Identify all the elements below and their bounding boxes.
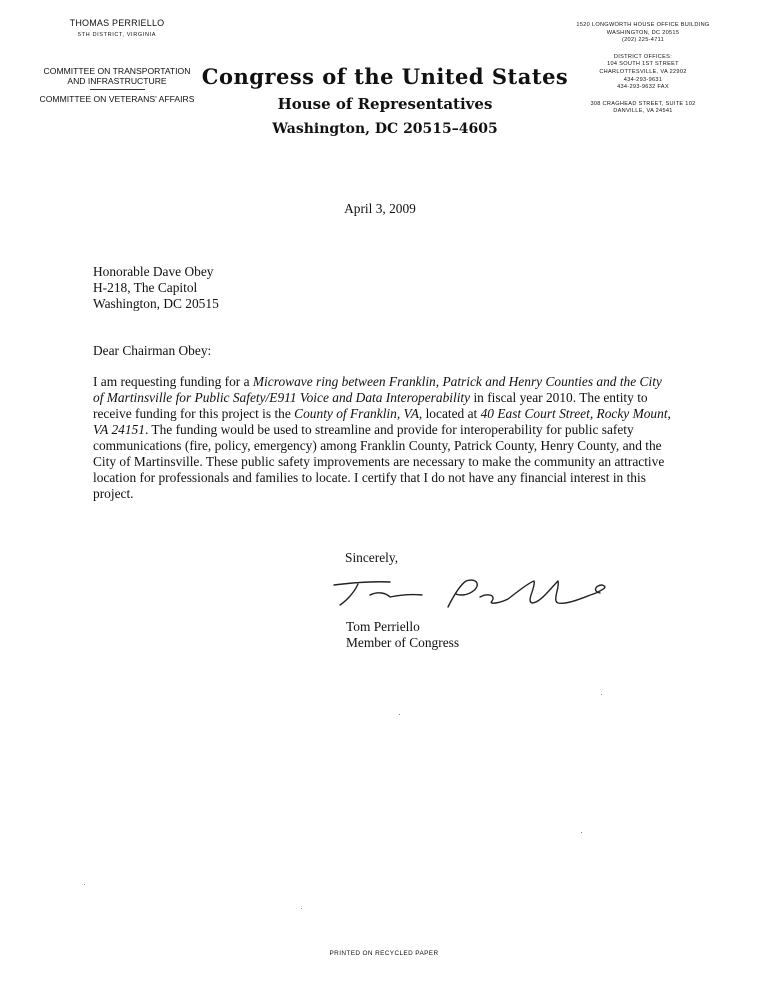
district-offices-heading: DISTRICT OFFICES: (613, 53, 673, 60)
member-name: THOMAS PERRIELLO (69, 18, 165, 28)
salutation: Dear Chairman Obey: (93, 343, 212, 358)
closing: Sincerely, (345, 550, 399, 565)
project-name: Microwave ring between Franklin, Patrick and Henry Counties and the City of Martinsville for Public Safety/E911 Voice and Data Interoperability (93, 374, 662, 405)
body-text-1: I am requesting funding for a (93, 374, 253, 389)
letterhead-title: Congress of the United States (201, 64, 569, 89)
office-1-line3: 434-293-9631 (623, 76, 663, 83)
body-text-2: in fiscal year 2010. The entity to receive funding for this project is the (93, 390, 648, 421)
scan-speck (84, 884, 85, 885)
dc-office-line2: WASHINGTON, DC 20515 (606, 29, 680, 36)
body-text-3: , located at (418, 406, 481, 421)
letterhead-city-line: Washington, DC 20515–4605 (272, 121, 498, 137)
signature-image (330, 575, 615, 615)
recipient-line2: H-218, The Capitol (93, 280, 198, 295)
letterhead-right-column (558, 22, 728, 125)
recycled-paper-notice: PRINTED ON RECYCLED PAPER (329, 950, 439, 957)
recipient-line3: Washington, DC 20515 (93, 296, 219, 311)
letterhead-left-column (22, 18, 212, 104)
dc-office-address (558, 22, 728, 45)
committee-transportation-line1: COMMITTEE ON TRANSPORTATION (43, 66, 191, 76)
scan-speck (301, 908, 302, 909)
district-office-1 (558, 54, 728, 92)
body-text-4: . The funding would be used to streamline and provide for interoperability for public safety communications (fire, policy, emergency) among Franklin County, Patrick County, Henry County, and the City of Martinsville. These public safety improvements are necessary to make the community an attractive location for professionals and families to locate. I certify that I do not have any financial interest in this project. (93, 422, 665, 501)
district-office-2 (558, 101, 728, 116)
office-2-line2: DANVILLE, VA 24541 (613, 108, 673, 115)
signer-block (346, 619, 459, 651)
letter-date: April 3, 2009 (344, 201, 416, 216)
scan-speck (399, 714, 400, 715)
dc-office-line3: (202) 225-4711 (621, 37, 665, 44)
letterhead-subtitle: House of Representatives (277, 95, 493, 113)
office-1-line2: CHARLOTTESVILLE, VA 22902 (599, 68, 687, 75)
office-2-line1: 308 CRAGHEAD STREET, SUITE 102 (590, 100, 696, 107)
office-1-line4: 434-293-9632 FAX (617, 84, 669, 91)
entity-address: 40 East Court Street, Rocky Mount, VA 24151 (93, 406, 671, 437)
entity-name: County of Franklin, VA (294, 406, 419, 421)
letter-body-paragraph (93, 374, 673, 502)
recipient-address (93, 264, 219, 312)
scan-speck (581, 832, 582, 833)
office-1-line1: 104 SOUTH 1ST STREET (607, 61, 679, 68)
dc-office-line1: 1520 LONGWORTH HOUSE OFFICE BUILDING (576, 22, 710, 28)
committee-veterans: COMMITTEE ON VETERANS' AFFAIRS (39, 94, 195, 104)
committee-transportation-line2: AND INFRASTRUCTURE (67, 76, 167, 86)
signer-title: Member of Congress (346, 635, 460, 650)
signer-name: Tom Perriello (346, 619, 420, 634)
scan-speck (601, 694, 602, 695)
district-label: 5TH DISTRICT, VIRGINIA (77, 32, 157, 38)
recipient-line1: Honorable Dave Obey (93, 264, 214, 279)
committee-divider (90, 89, 145, 90)
